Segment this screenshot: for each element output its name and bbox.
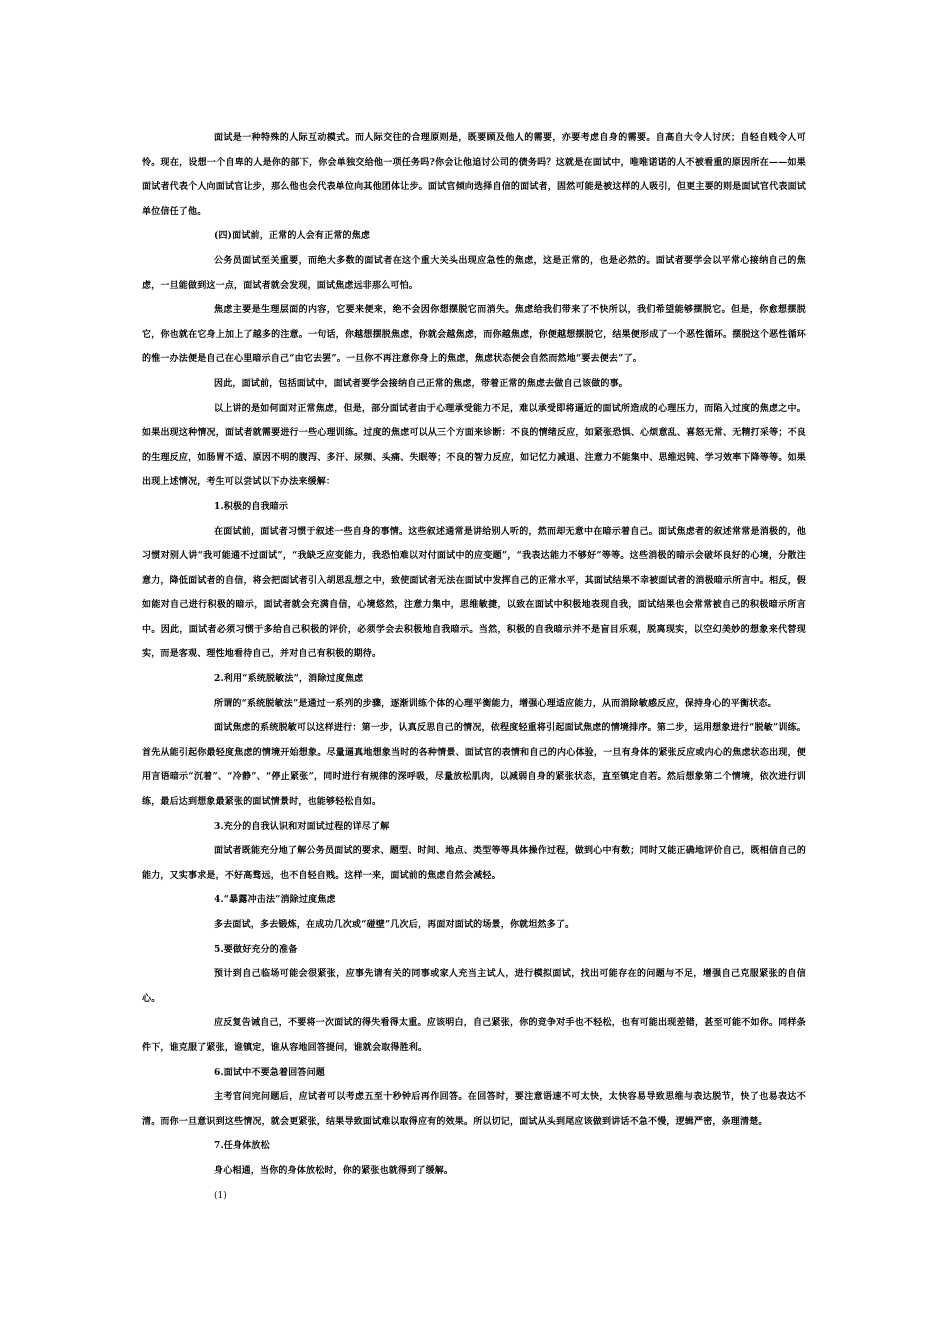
subheading-systematic-desensitization: 2.利用“系统脱敏法”，消除过度焦虑 bbox=[214, 674, 364, 685]
paragraph-answer-pacing: 主考官问完问题后，应试者可以考虑五至十秒钟后再作回答。在回答时，要注意语速不可太快，太快容易导致思维与表达脱节，快了也易表达不清。而你一旦意识到这些情况，就会更紧张，结果导致面试难以取得应有的效果。所以切记，面试从头到尾应该做到讲话不急不慢，逻辑严密，条理清楚。 bbox=[142, 1092, 806, 1127]
subheading-self-knowledge: 3.充分的自我认识和对面试过程的详尽了解 bbox=[214, 821, 390, 832]
paragraph-excessive-anxiety: 以上讲的是如何面对正常焦虑，但是，部分面试者由于心理承受能力不足，难以承受即将逼近的面试所造成的心理压力，而陷入过度的焦虑之中。如果出现这种情况，面试者就需要进行一些心理训练。过度的焦虑可以从三个方面来诊断：不良的情绪反应，如紧张恐惧、心烦意乱、喜怒无常、无精打采等；不良的生理反应，如肠胃不适、原因不明的腹泻、多汗、尿频、头痛、失眠等；不良的智力反应，如记忆力减退、注意力不能集中、思维迟钝、学习效率下降等等。如果出现上述情况，考生可以尝试以下办法来缓解： bbox=[142, 403, 806, 488]
subheading-preparation: 5.要做好充分的准备 bbox=[214, 944, 298, 955]
subheading-exposure-method: 4.“暴露冲击法”消除过度焦虑 bbox=[214, 895, 336, 906]
paragraph-desensitization-steps: 面试焦虑的系统脱敏可以这样进行：第一步，认真反思自己的情况，依程度轻重将引起面试焦虑的情境排序。第二步，运用想象进行“脱敏”训练。首先从能引起你最轻度焦虑的情境开始想象。尽量逼真地想象当时的各种情景、面试官的表情和自己的内心体验，一旦有身体的紧张反应或内心的焦虑状态出现，便用言语暗示“沉着”、“冷静”、“停止紧张”，同时进行有规律的深呼吸，尽量放松肌肉，以减弱自身的紧张状态，直至镇定自若。然后想象第二个情境，依次进行训练，最后达到想象最紧张的面试情景时，也能够轻松自如。 bbox=[142, 723, 806, 808]
paragraph-anxiety-vicious-cycle: 焦虑主要是生理层面的内容，它要来便来，绝不会因你想摆脱它而消失。焦虑给我们带来了不快所以，我们希望能够摆脱它。但是，你愈想摆脱它，你也就在它身上加上了越多的注意。一句话，你越想摆脱焦虑，你就会越焦虑，而你越焦虑，你便越想摆脱它，结果便形成了一个恶性循环。摆脱这个恶性循环的惟一办法便是自己在心里暗示自己“由它去罢”。一旦你不再注意你身上的焦虑，焦虑状态便会自然而然地“要去便去”了。 bbox=[142, 305, 806, 365]
section-heading-normal-anxiety: (四)面试前，正常的人会有正常的焦虑 bbox=[214, 231, 371, 242]
paragraph-self-knowledge: 面试者既能充分地了解公务员面试的要求、题型、时间、地点、类型等等具体操作过程，做到心中有数；同时又能正确地评价自己，既相信自己的能力，又实事求是，不好高骛远，也不自轻自贱。这样一来，面试前的焦虑自然会减轻。 bbox=[142, 846, 806, 881]
paragraph-remind-yourself: 应反复告诫自己，不要将一次面试的得失看得太重。应该明白，自己紧张，你的竞争对手也不轻松，也有可能出现差错，甚至可能不如你。同样条件下，谁克服了紧张，谁镇定，谁从容地回答提问，谁就会取得胜利。 bbox=[142, 1018, 806, 1053]
subheading-dont-rush-answers: 6.面试中不要急着回答问题 bbox=[214, 1067, 325, 1078]
paragraph-body-mind: 身心相通，当你的身体放松时，你的紧张也就得到了缓解。 bbox=[214, 1165, 454, 1176]
subheading-relax-body: 7.任身体放松 bbox=[214, 1141, 270, 1152]
paragraph-exposure-method: 多去面试，多去锻炼，在成功几次或“碰壁”几次后，再面对面试的场景，你就坦然多了。 bbox=[214, 920, 575, 930]
paragraph-interview-social-interaction: 面试是一种特殊的人际互动模式。而人际交往的合理原则是，既要顾及他人的需要，亦要考虑自身的需要。自高自大令人讨厌；自轻自贱令人可怜。现在，设想一个自卑的人是你的部下，你会单独交给他一项任务吗?你会让他追讨公司的债务吗？这就是在面试中，唯唯诺诺的人不被看重的原因所在——如果面试者代表个人向面试官让步，那么他也会代表单位向其他团体让步。面试官倾向选择自信的面试者，固然可能是被这样的人吸引，但更主要的则是面试官代表面试单位信任了他。 bbox=[142, 133, 806, 217]
page-number: (1) bbox=[214, 1190, 227, 1201]
paragraph-therefore: 因此，面试前，包括面试中，面试者要学会接纳自己正常的焦虑，带着正常的焦虑去做自己该做的事。 bbox=[214, 378, 629, 389]
paragraph-accept-anxiety: 公务员面试至关重要，而绝大多数的面试者在这个重大关头出现应急性的焦虑，这是正常的，也是必然的。面试者要学会以平常心接纳自己的焦虑，一旦能做到这一点，面试者就会发现，面试焦虑远非那么可怕。 bbox=[142, 255, 806, 291]
subheading-positive-self-suggestion: 1.积极的自我暗示 bbox=[214, 501, 289, 512]
paragraph-self-suggestion: 在面试前，面试者习惯于叙述一些自身的事情。这些叙述通常是讲给别人听的，然而却无意中在暗示着自己。面试焦虑者的叙述常常是消极的，他习惯对别人讲“我可能通不过面试”，“我缺乏应变能力，我恐怕难以对付面试中的应变题”，“我表达能力不够好”等等。这些消极的暗示会破坏良好的心境，分散注意力，降低面试者的自信，将会把面试者引入胡思乱想之中，致使面试者无法在面试中发挥自己的正常水平，其面试结果不幸被面试者的消极暗示所言中。相反，假如能对自己进行积极的暗示，面试者就会充满自信，心境悠然，注意力集中，思维敏捷，以致在面试中积极地表现自我，面试结果也会常常被自己的积极暗示所言中。因此，面试者必须习惯于多给自己积极的评价，必须学会去积极地自我暗示。当然，积极的自我暗示并不是盲目乐观，脱离现实，以空幻美妙的想象来代替现实，而是客观、理性地看待自己，并对自己有积极的期待。 bbox=[142, 526, 806, 660]
paragraph-desensitization-definition: 所谓的“系统脱敏法”是通过一系列的步骤，逐渐训练个体的心理平衡能力，增强心理适应能力，从而消除敏感反应，保持身心的平衡状态。 bbox=[214, 698, 777, 709]
document-body bbox=[142, 126, 806, 1208]
paragraph-mock-interview: 预计到自己临场可能会很紧张，应事先请有关的同事或家人充当主试人，进行模拟面试，找出可能存在的问题与不足，增强自己克服紧张的自信心。 bbox=[142, 969, 806, 1004]
